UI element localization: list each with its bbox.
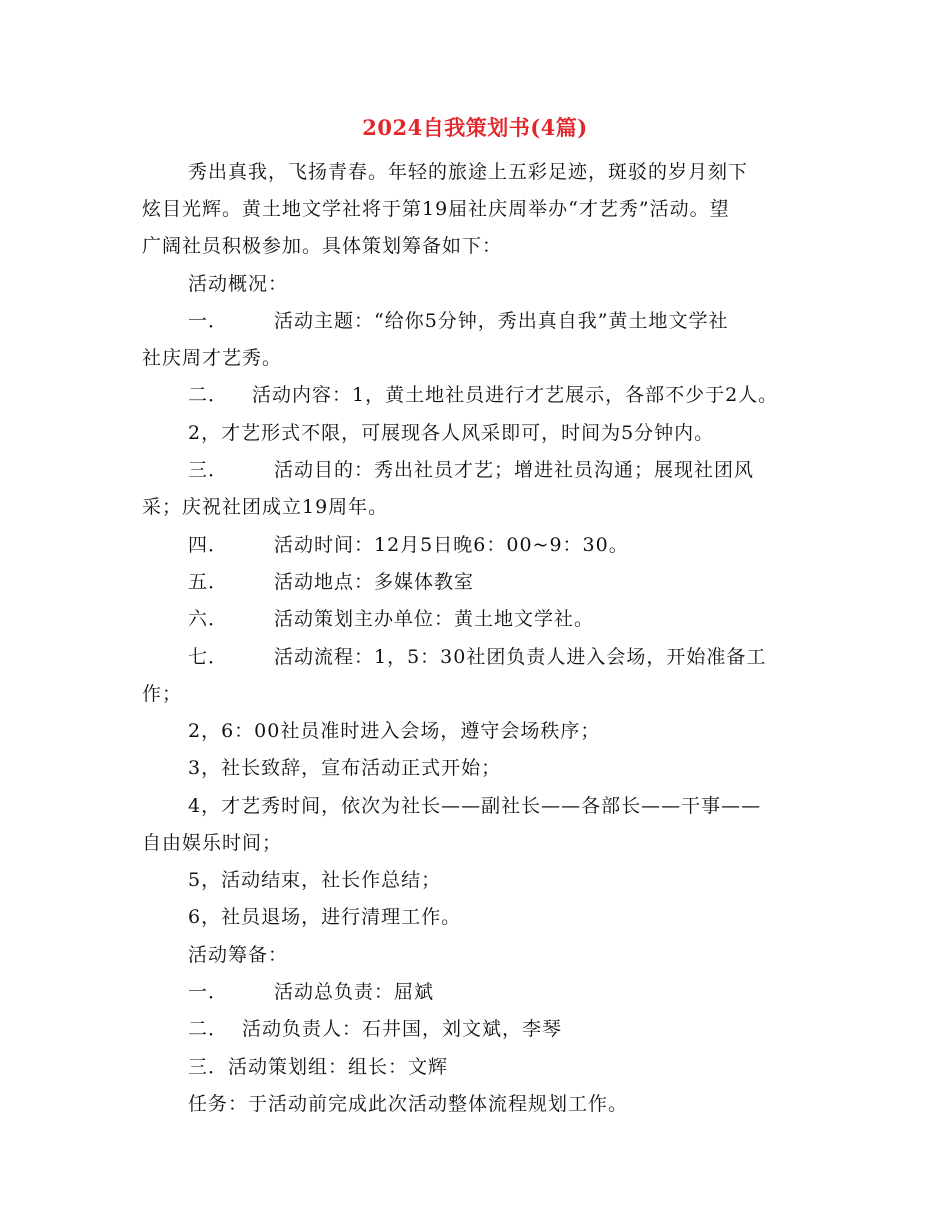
- list-item: [188, 980, 434, 1004]
- document-title: 2024自我策划书(4篇): [362, 115, 588, 140]
- list-item: [188, 570, 474, 594]
- list-item: [188, 533, 629, 557]
- list-item: [188, 458, 754, 482]
- list-item-text: 活动策划主办单位：黄土地文学社。: [274, 608, 595, 630]
- section-heading: 活动概况：: [188, 273, 289, 295]
- paragraph-line: 2，才艺形式不限，可展现各人风采即可，时间为5分钟内。: [188, 422, 715, 444]
- paragraph-line: 2，6：00社员准时进入会场，遵守会场秩序；: [188, 720, 601, 742]
- paragraph-line: 社庆周才艺秀。: [142, 347, 283, 369]
- list-item-text: 活动时间：12月5日晚6：00~9：30。: [274, 534, 629, 556]
- list-number: 二．: [188, 1018, 229, 1040]
- list-item: [188, 309, 729, 333]
- list-item-text: 活动主题：“给你5分钟，秀出真自我”黄土地文学社: [274, 310, 729, 332]
- list-number: 六．: [188, 608, 229, 630]
- list-item: [188, 607, 594, 631]
- paragraph-line: 采；庆祝社团成立19周年。: [142, 496, 389, 518]
- list-number: 一．: [188, 310, 229, 332]
- paragraph-line: 5，活动结束，社长作总结；: [188, 869, 442, 891]
- list-number: 一．: [188, 981, 229, 1003]
- paragraph-line: 广阔社员积极参加。具体策划筹备如下：: [142, 235, 503, 257]
- list-item-text: 活动流程：1，5：30社团负责人进入会场，开始准备工: [274, 646, 767, 668]
- paragraph-line: 炫目光辉。黄土地文学社将于第19届社庆周举办“才艺秀”活动。望: [142, 198, 730, 220]
- list-number: 五．: [188, 571, 229, 593]
- paragraph-line: 秀出真我，飞扬青春。年轻的旅途上五彩足迹，斑驳的岁月刻下: [188, 161, 749, 183]
- list-number: 三．: [188, 459, 229, 481]
- paragraph-line: 4，才艺秀时间，依次为社长——副社长——各部长——干事——: [188, 795, 762, 817]
- paragraph-line: 任务：于活动前完成此次活动整体流程规划工作。: [188, 1093, 629, 1115]
- list-item-text: 活动负责人：石井国，刘文斌，李琴: [242, 1018, 563, 1040]
- list-item: [188, 1055, 448, 1079]
- list-number: 二．: [188, 384, 229, 406]
- list-number: 四．: [188, 534, 229, 556]
- paragraph-line: 作；: [142, 683, 183, 705]
- list-number: 七．: [188, 646, 229, 668]
- list-item-text: 活动策划组：组长：文辉: [228, 1056, 449, 1078]
- list-item: [188, 645, 766, 669]
- list-item-text: 活动目的：秀出社员才艺；增进社员沟通；展现社团风: [274, 459, 755, 481]
- list-item: [188, 1017, 562, 1041]
- list-item-text: 活动内容：1，黄土地社员进行才艺展示，各部不少于2人。: [252, 384, 779, 406]
- list-item-text: 活动地点：多媒体教室: [274, 571, 475, 593]
- list-number: 三．: [188, 1056, 229, 1078]
- list-item: [188, 383, 778, 407]
- paragraph-line: 自由娱乐时间；: [142, 832, 283, 854]
- list-item-text: 活动总负责：屈斌: [274, 981, 435, 1003]
- section-heading: 活动筹备：: [188, 944, 289, 966]
- paragraph-line: 6，社员退场，进行清理工作。: [188, 906, 462, 928]
- paragraph-line: 3，社长致辞，宣布活动正式开始；: [188, 757, 502, 779]
